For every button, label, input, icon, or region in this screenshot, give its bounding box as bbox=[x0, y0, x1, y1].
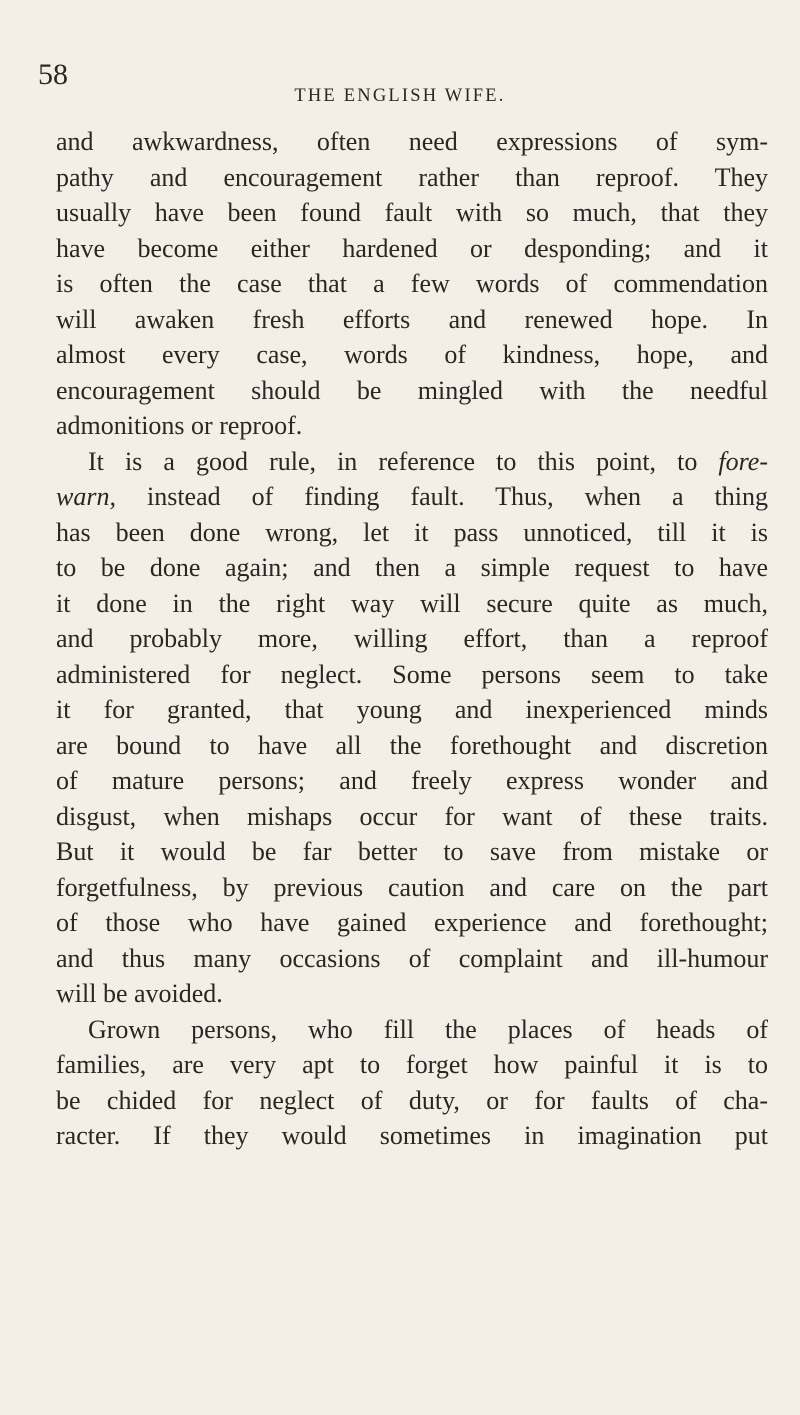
text-line: But it would be far better to save from mistake or bbox=[56, 837, 768, 866]
text-line: it done in the right way will secure quite as much, bbox=[56, 588, 768, 618]
text-line: racter. If they would sometimes in imagination put bbox=[56, 1121, 768, 1150]
text-segment: It is a good rule, in reference to this point, to bbox=[88, 446, 719, 476]
text-line: is often the case that a few words of commendation bbox=[56, 269, 768, 298]
text-line: has been done wrong, let it pass unnoticed, till it is bbox=[56, 517, 768, 547]
text-line: administered for neglect. Some persons seem to take bbox=[56, 659, 768, 689]
text-line: of those who have gained experience and forethought; bbox=[56, 908, 768, 937]
text-line: and awkwardness, often need expressions of sym- bbox=[56, 127, 768, 156]
text-line: of mature persons; and freely express wonder and bbox=[56, 766, 768, 795]
text-line: usually have been found fault with so much, that they bbox=[56, 198, 768, 227]
text-line: and probably more, willing effort, than a reproof bbox=[56, 624, 768, 653]
text-line: almost every case, words of kindness, hope, and bbox=[56, 340, 768, 369]
page-number: 58 bbox=[38, 58, 68, 91]
text-line: Grown persons, who fill the places of heads of bbox=[88, 1014, 768, 1044]
text-line: disgust, when mishaps occur for want of these traits. bbox=[56, 801, 768, 831]
text-line bbox=[56, 479, 768, 515]
text-line: encouragement should be mingled with the needful bbox=[56, 375, 768, 405]
text-line: will awaken fresh efforts and renewed hope. In bbox=[56, 304, 768, 334]
text-line: families, are very apt to forget how painful it is to bbox=[56, 1050, 768, 1079]
text-line bbox=[56, 444, 768, 480]
text-line: it for granted, that young and inexperienced minds bbox=[56, 695, 768, 724]
body-text bbox=[56, 124, 768, 1154]
text-line: are bound to have all the forethought and discretion bbox=[56, 730, 768, 760]
text-line: have become either hardened or desponding; and it bbox=[56, 233, 768, 263]
running-title: THE ENGLISH WIFE. bbox=[294, 86, 506, 106]
text-line: pathy and encouragement rather than reproof. They bbox=[56, 162, 768, 192]
text-line: and thus many occasions of complaint and ill-humour bbox=[56, 943, 768, 973]
italic-text: warn, bbox=[56, 482, 116, 511]
text-line: to be done again; and then a simple request to have bbox=[56, 553, 768, 582]
text-line: admonitions or reproof. bbox=[56, 411, 303, 440]
text-line: forgetfulness, by previous caution and care on the part bbox=[56, 872, 768, 902]
text-segment: instead of finding fault. Thus, when a thing bbox=[115, 482, 768, 511]
text-line: will be avoided. bbox=[56, 979, 223, 1008]
text-line: be chided for neglect of duty, or for faults of cha- bbox=[56, 1085, 768, 1115]
italic-text: fore- bbox=[718, 446, 768, 476]
